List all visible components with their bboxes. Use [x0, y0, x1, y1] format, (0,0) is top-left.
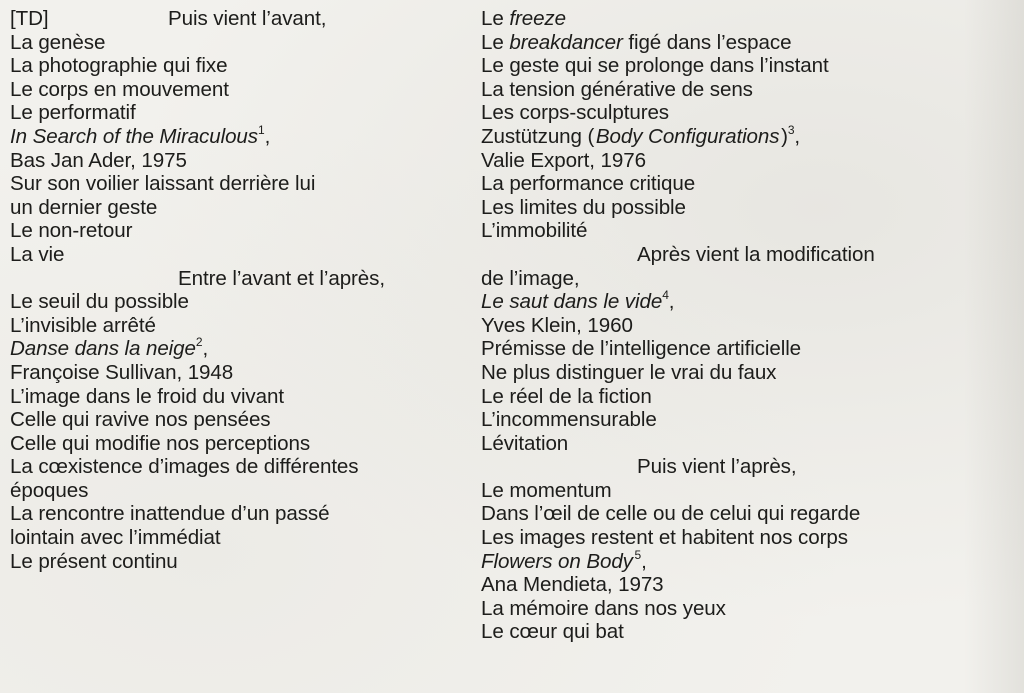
artwork-prefix: Zustützung ( [481, 124, 595, 148]
footnote-marker: 2 [195, 335, 203, 350]
poem-line: Le non-retour [10, 219, 133, 243]
footnote-marker: 1 [258, 123, 265, 138]
line-prefix: Le [481, 30, 510, 54]
poem-line: La performance critique [481, 172, 696, 196]
poem-line: Ne plus distinguer le vrai du faux [481, 360, 777, 384]
artwork-title-line [10, 125, 460, 149]
artwork-title-line [481, 125, 961, 149]
poem-line: époques [10, 478, 89, 502]
poem-line: Les limites du possible [481, 195, 686, 219]
footnote-marker: 3 [787, 123, 795, 138]
artist-line: Yves Klein, 1960 [481, 313, 633, 337]
poem-line: Les corps-sculptures [481, 101, 669, 125]
poem-line: Celle qui ravive nos pensées [10, 408, 271, 432]
punctuation: , [641, 549, 647, 573]
artwork-title-line [481, 547, 961, 574]
punctuation: , [794, 124, 801, 148]
section-heading: Puis vient l’après, [637, 455, 797, 479]
artwork-title: Le saut dans le vide [481, 290, 663, 314]
punctuation: , [668, 290, 675, 314]
poem-line: Le performatif [10, 101, 136, 125]
page-edge-shadow [964, 0, 1024, 693]
poem-line: Les images restent et habitent nos corps [481, 526, 848, 550]
footnote-marker: 4 [662, 288, 669, 303]
poem-line: L’immobilité [481, 219, 588, 243]
poem-line: Le seuil du possible [10, 290, 189, 314]
line-prefix: Le [481, 7, 510, 30]
poem-line: La photographie qui fixe [10, 54, 228, 78]
artist-line: Valie Export, 1976 [481, 148, 646, 172]
artwork-close: ) [781, 124, 788, 148]
poem-line: L’invisible arrêté [10, 313, 156, 337]
poem-line: lointain avec l’immédiat [10, 526, 221, 550]
poem-line: Dans l’œil de celle ou de celui qui regarde [481, 502, 861, 526]
poem-line [10, 7, 460, 31]
left-column [10, 7, 460, 573]
footnote-marker: 5 [634, 547, 642, 562]
right-column [481, 7, 961, 644]
poem-line: Le corps en mouvement [10, 77, 229, 101]
poem-line: Le geste qui se prolonge dans l’instant [481, 54, 829, 78]
poem-line [481, 7, 961, 31]
section-heading: Puis vient l’avant, [168, 7, 327, 30]
poem-line: Lévitation [481, 431, 569, 455]
artwork-title-line [481, 290, 961, 314]
section-heading: Après vient la modification [637, 242, 875, 266]
poem-line: Le cœur qui bat [481, 620, 624, 644]
poem-line: L’incommensurable [481, 408, 657, 432]
artwork-title: Flowers on Body [481, 549, 633, 573]
punctuation: , [264, 124, 271, 148]
artwork-title-line [10, 337, 460, 361]
poem-line: La cœxistence d’images de différentes [10, 455, 359, 479]
poem-line: La tension générative de sens [481, 77, 753, 101]
poem-line: La genèse [10, 30, 106, 54]
poem-line: L’image dans le froid du vivant [10, 384, 284, 408]
artist-line: Ana Mendieta, 1973 [481, 573, 664, 597]
artist-line: Bas Jan Ader, 1975 [10, 148, 187, 172]
section-heading-continued: de l’image, [481, 266, 580, 290]
poem-line: un dernier geste [10, 195, 158, 219]
italic-term: freeze [509, 7, 566, 30]
poem-line: La vie [10, 242, 65, 266]
poem-line [481, 31, 961, 55]
punctuation: , [202, 337, 209, 361]
poem-line: Le momentum [481, 478, 612, 502]
poem-line: La mémoire dans nos yeux [481, 596, 726, 620]
poem-line: Sur son voilier laissant derrière lui [10, 172, 316, 196]
line-suffix: figé dans l’espace [622, 30, 792, 54]
artist-line: Françoise Sullivan, 1948 [10, 360, 234, 384]
poem-line: Prémisse de l’intelligence artificielle [481, 337, 802, 361]
poem-line: La rencontre inattendue d’un passé [10, 502, 330, 526]
artwork-title: Danse dans la neige [10, 337, 196, 361]
section-heading: Entre l’avant et l’après, [178, 266, 385, 290]
poem-line: Le présent continu [10, 549, 178, 573]
section-tag: [TD] [10, 7, 49, 30]
poem-line: Le réel de la fiction [481, 384, 652, 408]
artwork-title: In Search of the Miraculous [10, 124, 258, 148]
artwork-title: Body Configurations [595, 124, 780, 148]
poem-line: Celle qui modifie nos perceptions [10, 431, 311, 455]
italic-term: breakdancer [509, 30, 623, 54]
